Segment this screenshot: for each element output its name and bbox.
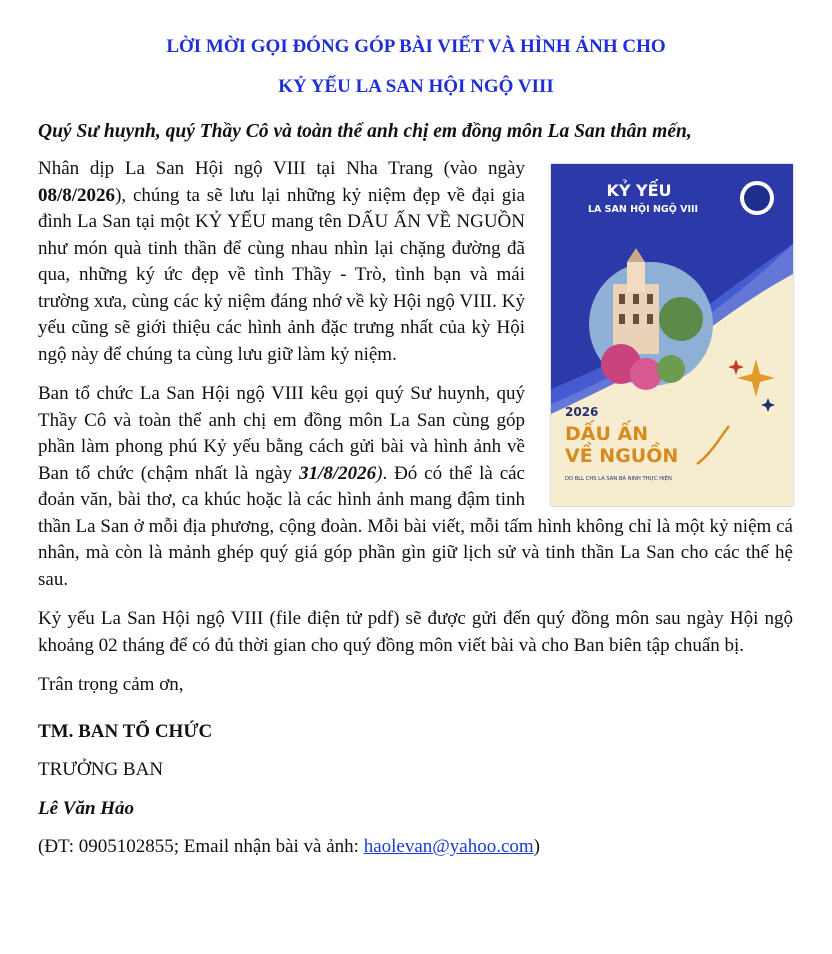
signature-name: Lê Văn Hảo (38, 797, 135, 819)
paragraph-1-end: ), chúng ta sẽ lưu lại những kỷ niệm đẹp về đại gia đình La San tại một KỶ YẾU mang tên DẤU ẤN VỀ NGUỒN như món quà tinh thần để cùng nhau nhìn lại chặng đường đã qua, những ký ức đẹp về tình Thầy - Trò, tình bạn và mái trường xưa, cùng các kỷ niệm đáng nhớ về kỳ Hội ngộ VIII. Kỷ yếu cũng sẽ giới thiệu các hình ảnh đặc trưng nhất của kỳ Hội ngộ này để chúng ta cùng lưu giữ làm kỷ niệm. (38, 184, 525, 365)
closing-line: Trân trọng cảm ơn, (38, 674, 184, 695)
contact-line (38, 834, 793, 861)
paragraph-2-end: . Đó có thể là các đoản văn, bài thơ, ca khúc hoặc là các hình ảnh mang đậm tinh thần La San ở mỗi địa phương, cộng đoàn. Mỗi bài viết, mỗi tấm hình không chỉ là một kỷ niệm cá nhân, mà còn là mảnh ghép quý giá góp phần gìn giữ lịch sử và tinh thần La San cho các thế hệ sau. (38, 462, 793, 590)
contact-prefix: (ĐT: 0905102855; Email nhận bài và ảnh: (38, 836, 364, 857)
signature-role: TRƯỞNG BAN (38, 759, 164, 780)
paragraph-3: Kỷ yếu La San Hội ngộ VIII (file điện tử pdf) sẽ được gửi đến quý đồng môn sau ngày Hội ngộ khoảng 02 tháng để có đủ thời gian cho quý đồng môn viết bài và cho Ban biên tập chuẩn bị. (38, 608, 793, 656)
deadline-date: 31/8/2026 (299, 462, 377, 484)
email-link[interactable]: haolevan@yahoo.com (363, 836, 534, 857)
yearbook-cover-image (551, 164, 793, 506)
document-title-line-1: LỜI MỜI GỌI ĐÓNG GÓP BÀI VIẾT VÀ HÌNH ẢNH CHO (166, 36, 666, 57)
deadline-paren: ) (376, 462, 383, 484)
document-title-line-2: KỶ YẾU LA SAN HỘI NGỘ VIII (278, 76, 554, 97)
paragraph-2-start: Ban tổ chức La San Hội ngộ VIII kêu gọi quý Sư huynh, quý Thầy Cô và toàn thể anh chị em đồng môn La San cùng góp phần làm phong phú Kỷ yếu bằng cách gửi bài và hình ảnh về Ban tổ chức (chậm nhất là ngày (38, 383, 525, 484)
cover-name-line-2: VỀ NGUỒN (565, 445, 679, 467)
paragraph-1-start: Nhân dịp La San Hội ngộ VIII tại Nha Trang (vào ngày (38, 158, 525, 179)
cover-subtitle: LA SAN HỘI NGỘ VIII (587, 204, 699, 215)
cover-name-line-1: DẤU ẤN (565, 423, 649, 445)
document-body (38, 156, 793, 874)
event-date: 08/8/2026 (38, 184, 116, 206)
signature-org: TM. BAN TỔ CHỨC (38, 720, 213, 742)
cover-title: KỶ YẾU (606, 181, 672, 200)
cover-year: 2026 (565, 405, 599, 419)
greeting: Quý Sư huynh, quý Thầy Cô và toàn thể anh chị em đồng môn La San thân mến, (38, 121, 692, 142)
cover-artwork (551, 164, 793, 506)
cover-credit: DO BLL CHS LA SAN BÁ NINH THỰC HIỆN (565, 476, 672, 482)
contact-suffix: ) (533, 836, 540, 857)
